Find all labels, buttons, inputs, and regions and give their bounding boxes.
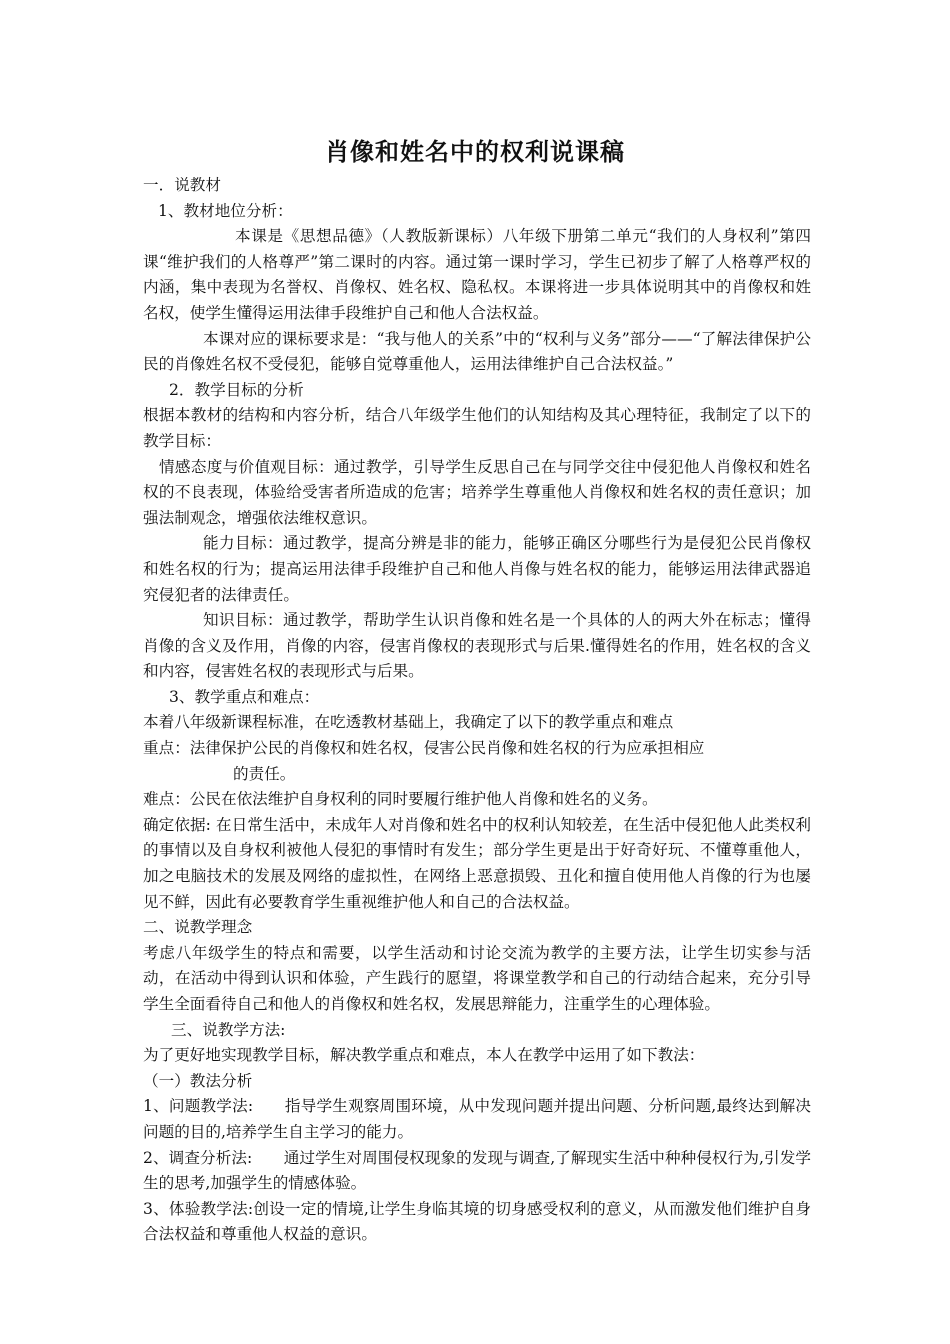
subsection-heading: （一）教法分析 xyxy=(143,1071,253,1090)
paragraph: 为了更好地实现教学目标，解决教学重点和难点，本人在教学中运用了如下教法： xyxy=(143,1046,705,1065)
paragraph: 知识目标：通过教学，帮助学生认识肖像和姓名是一个具体的人的两大外在标志；懂得肖像的含义及作用，肖像的内容，侵害肖像权的表现形式与后果.懂得姓名的作用，姓名权的含义和内容，侵害姓名权的表现形式与后果。 xyxy=(143,611,811,681)
subsection-heading: 3、教学重点和难点： xyxy=(169,687,320,706)
section-heading: 三、说教学方法: xyxy=(171,1020,286,1039)
paragraph: 本课对应的课标要求是：“我与他人的关系”中的“权利与义务”部分——“了解法律保护公民的肖像姓名权不受侵犯，能够自觉尊重他人，运用法律维护自己合法权益。” xyxy=(143,329,811,374)
paragraph: 重点：法律保护公民的肖像权和姓名权，侵害公民肖像和姓名权的行为应承担相应 xyxy=(143,739,705,758)
paragraph: 难点：公民在依法维护自身权利的同时要履行维护他人肖像和姓名的义务。 xyxy=(143,790,658,809)
paragraph: 根据本教材的结构和内容分析，结合八年级学生他们的认知结构及其心理特征，我制定了以下的教学目标： xyxy=(143,406,811,450)
document-body xyxy=(143,173,811,1248)
subsection-heading: 1、教材地位分析： xyxy=(158,201,293,220)
list-item: 1、问题教学法: 指导学生观察周围环境，从中发现问题并提出问题、分析问题,最终达到解决问题的目的,培养学生自主学习的能力。 xyxy=(143,1097,811,1141)
section-heading: 一．说教材 xyxy=(143,176,221,194)
list-item: 3、体验教学法:创设一定的情境,让学生身临其境的切身感受权利的意义，从而激发他们维护自身合法权益和尊重他人权益的意识。 xyxy=(143,1199,811,1244)
paragraph: 确定依据: 在日常生活中，未成年人对肖像和姓名中的权利认知较差，在生活中侵犯他人此类权利的事情以及自身权利被他人侵犯的事情时有发生；部分学生更是出于好奇好玩、不懂尊重他人，加之电脑技术的发展及网络的虚拟性，在网络上恶意损毁、丑化和擅自使用他人肖像的行为也屡见不鲜，因此有必要教育学生重视维护他人和自己的合法权益。 xyxy=(143,815,811,911)
paragraph: 考虑八年级学生的特点和需要，以学生活动和讨论交流为教学的主要方法，让学生切实参与活动，在活动中得到认识和体验，产生践行的愿望，将课堂教学和自己的行动结合起来，充分引导学生全面看待自己和他人的肖像权和姓名权，发展思辩能力，注重学生的心理体验。 xyxy=(143,943,811,1013)
paragraph: 本课是《思想品德》（人教版新课标）八年级下册第二单元“我们的人身权利”第四课“维护我们的人格尊严”第二课时的内容。通过第一课时学习，学生已初步了解了人格尊严权的内涵，集中表现为名誉权、肖像权、姓名权、隐私权。本课将进一步具体说明其中的肖像权和姓名权，使学生懂得运用法律手段维护自己和他人合法权益。 xyxy=(143,227,811,322)
list-item: 2、调查分析法: 通过学生对周围侵权现象的发现与调查,了解现实生活中种种侵权行为,引发学生的思考,加强学生的情感体验。 xyxy=(143,1148,811,1193)
section-heading: 二、说教学理念 xyxy=(143,918,253,937)
subsection-heading: 2．教学目标的分析 xyxy=(169,380,304,399)
document-title: 肖像和姓名中的权利说课稿 xyxy=(325,138,625,166)
paragraph: 情感态度与价值观目标：通过教学，引导学生反思自己在与同学交往中侵犯他人肖像权和姓名权的不良表现，体验给受害者所造成的危害；培养学生尊重他人肖像权和姓名权的责任意识；加强法制观念，增强依法维权意识。 xyxy=(143,457,811,527)
paragraph: 的责任。 xyxy=(233,764,296,783)
paragraph: 能力目标：通过教学，提高分辨是非的能力，能够正确区分哪些行为是侵犯公民肖像权和姓名权的行为；提高运用法律手段维护自己和他人肖像与姓名权的能力，能够运用法律武器追究侵犯者的法律责任。 xyxy=(143,534,811,604)
paragraph: 本着八年级新课程标准，在吃透教材基础上，我确定了以下的教学重点和难点 xyxy=(143,713,674,732)
